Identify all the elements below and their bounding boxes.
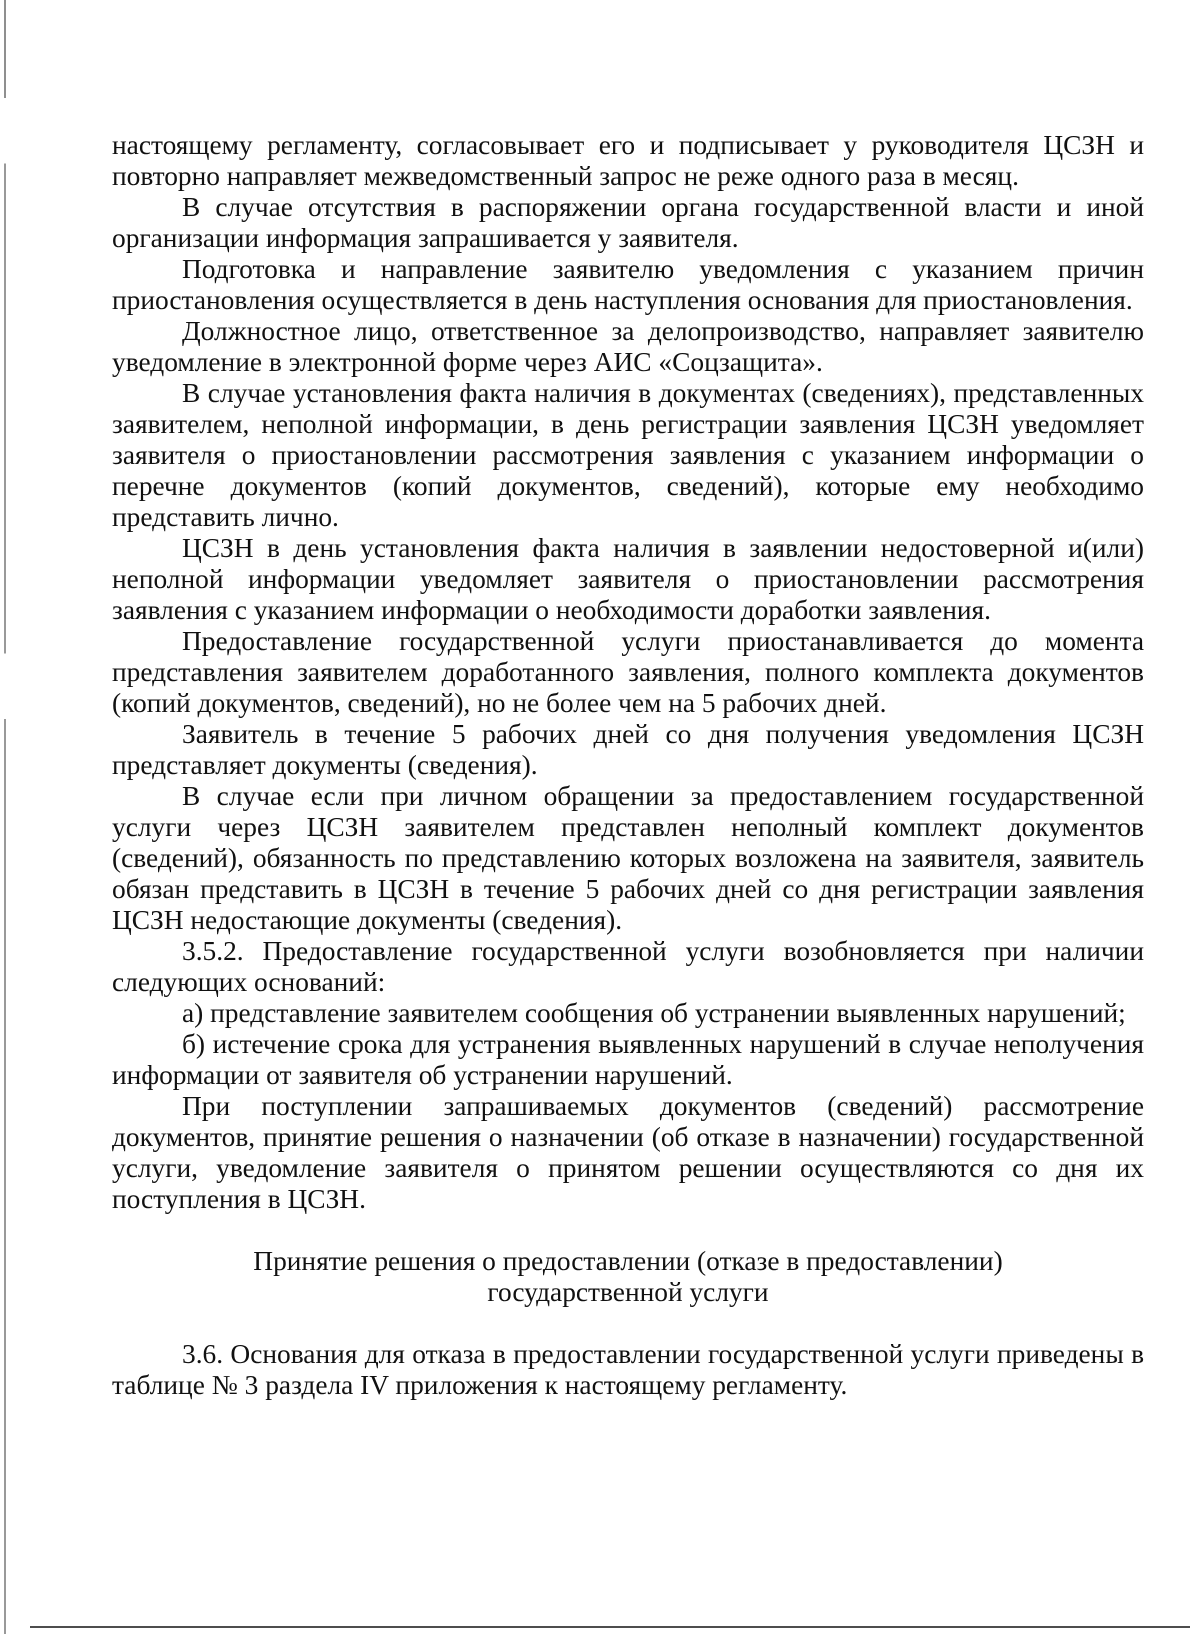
paragraph: Должностное лицо, ответственное за делопроизводство, направляет заявителю уведомление в электронной форме через АИС «Соцзащита». bbox=[112, 316, 1144, 377]
scan-edge-left bbox=[4, 0, 6, 1634]
scan-edge-bottom bbox=[30, 1626, 1190, 1628]
paragraph: При поступлении запрашиваемых документов (сведений) рассмотрение документов, принятие решения о назначении (об отказе в назначении) государственной услуги, уведомление заявителя о принятом решении осуществляются со дня их поступления в ЦСЗН. bbox=[112, 1091, 1144, 1214]
paragraph-section-3-5-2: 3.5.2. Предоставление государственной услуги возобновляется при наличии следующих оснований: bbox=[112, 936, 1144, 997]
section-heading-line-1: Принятие решения о предоставлении (отказе в предоставлении) bbox=[253, 1246, 1003, 1276]
paragraph: ЦСЗН в день установления факта наличия в заявлении недостоверной и(или) неполной информации уведомляет заявителя о приостановлении рассмотрения заявления с указанием информации о необходимости доработки заявления. bbox=[112, 533, 1144, 625]
section-heading-line-2: государственной услуги bbox=[487, 1277, 769, 1307]
paragraph: В случае если при личном обращении за предоставлением государственной услуги через ЦСЗН заявителем представлен неполный комплект документов (сведений), обязанность по представлению которых возложена на заявителя, заявитель обязан представить в ЦСЗН в течение 5 рабочих дней со дня регистрации заявления ЦСЗН недостающие документы (сведения). bbox=[112, 781, 1144, 935]
paragraph: Предоставление государственной услуги приостанавливается до момента представления заявителем доработанного заявления, полного комплекта документов (копий документов, сведений), но не более чем на 5 рабочих дней. bbox=[112, 626, 1144, 718]
list-item-a: а) представление заявителем сообщения об устранении выявленных нарушений; bbox=[182, 998, 1126, 1028]
paragraph-section-3-6: 3.6. Основания для отказа в предоставлении государственной услуги приведены в таблице № 3 раздела IV приложения к настоящему регламенту. bbox=[112, 1339, 1144, 1400]
list-item-b: б) истечение срока для устранения выявленных нарушений в случае неполучения информации от заявителя об устранении нарушений. bbox=[112, 1029, 1144, 1090]
section-heading bbox=[112, 1246, 1144, 1308]
paragraph: Заявитель в течение 5 рабочих дней со дня получения уведомления ЦСЗН представляет документы (сведения). bbox=[112, 719, 1144, 780]
paragraph: В случае отсутствия в распоряжении органа государственной власти и иной организации информация запрашивается у заявителя. bbox=[112, 192, 1144, 253]
paragraph: Подготовка и направление заявителю уведомления с указанием причин приостановления осуществляется в день наступления основания для приостановления. bbox=[112, 254, 1144, 315]
paragraph-continuation: настоящему регламенту, согласовывает его и подписывает у руководителя ЦСЗН и повторно направляет межведомственный запрос не реже одного раза в месяц. bbox=[112, 130, 1144, 191]
paragraph: В случае установления факта наличия в документах (сведениях), представленных заявителем, неполной информации, в день регистрации заявления ЦСЗН уведомляет заявителя о приостановлении рассмотрения заявления с указанием информации о перечне документов (копий документов, сведений), которые ему необходимо представить лично. bbox=[112, 378, 1144, 532]
document-body bbox=[112, 130, 1144, 1401]
